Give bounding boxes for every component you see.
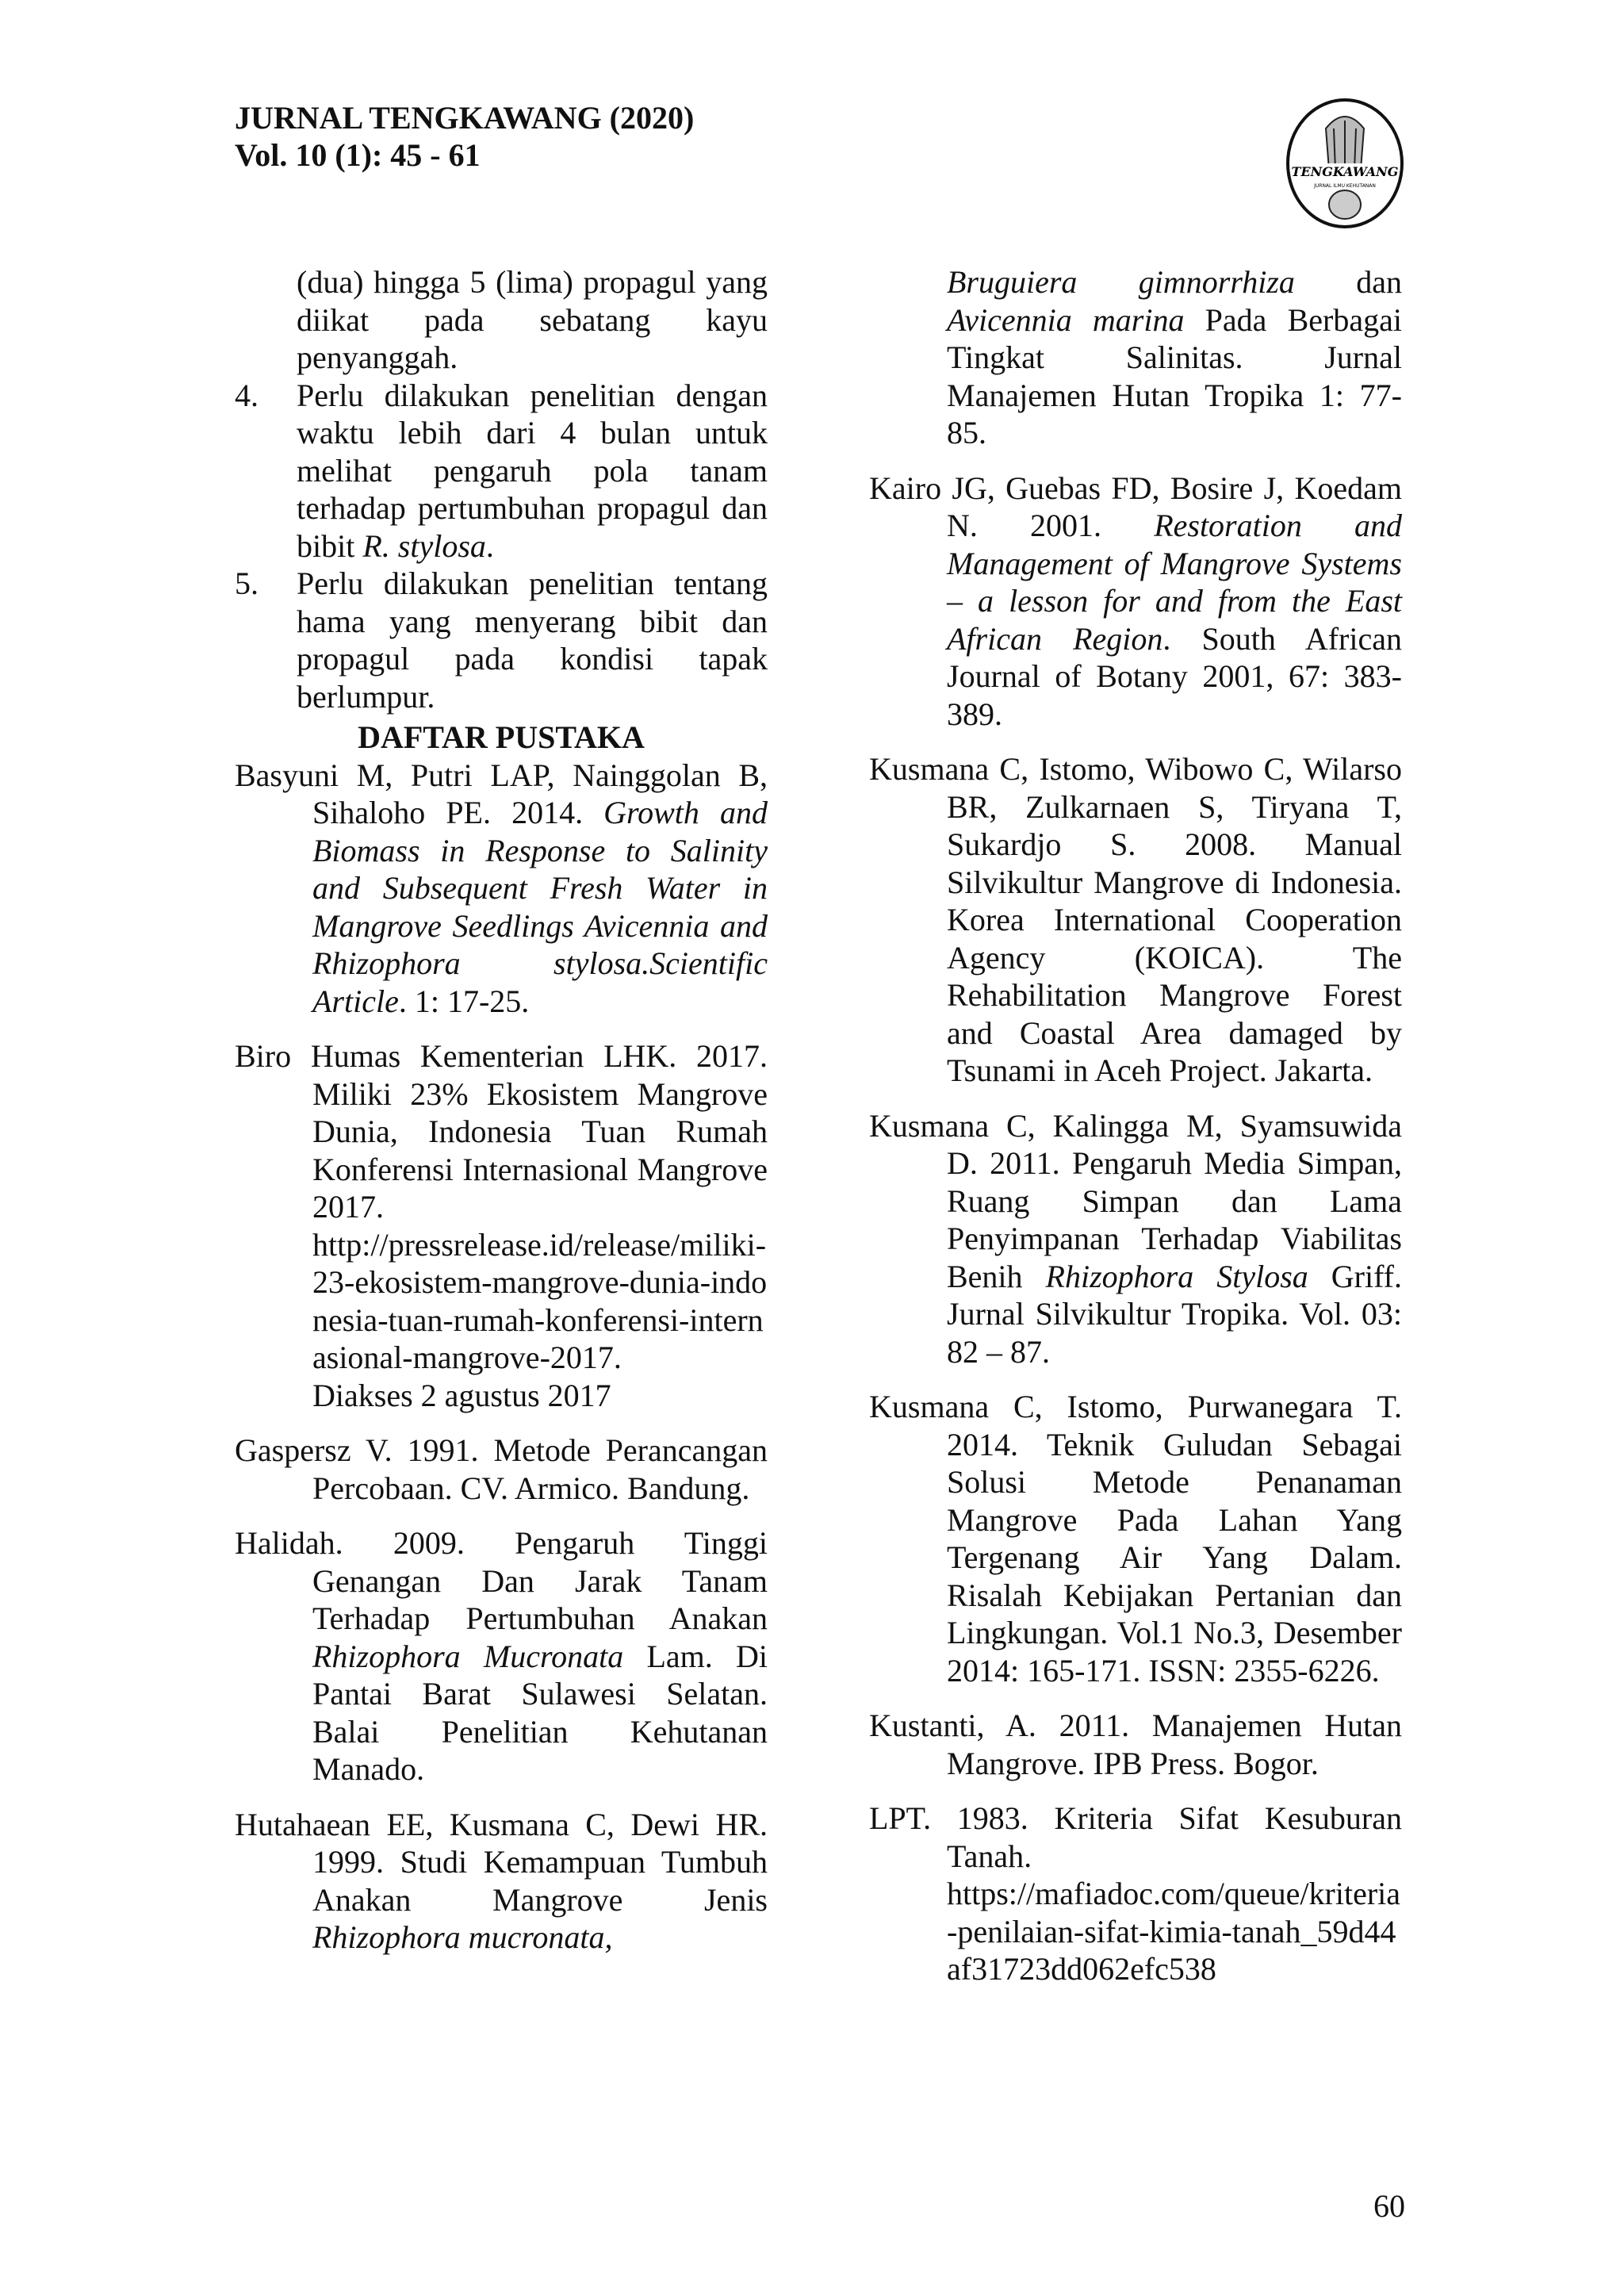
references-heading: DAFTAR PUSTAKA [358, 719, 645, 755]
item-number: 4. [235, 377, 259, 413]
journal-volume: Vol. 10 (1): 45 - 61 [235, 137, 481, 173]
reference-entry: LPT. 1983. Kriteria Sifat Kesuburan Tanah. [869, 1800, 1402, 1874]
reference-entry: Gaspersz V. 1991. Metode Perancangan Percobaan. CV. Armico. Bandung. [235, 1432, 768, 1506]
conclusion-continuation: (dua) hingga 5 (lima) propagul yang diikat pada sebatang kayu penyanggah. [297, 264, 768, 375]
item-text: Perlu dilakukan penelitian dengan waktu lebih dari 4 bulan untuk melihat pengaruh pola tanam terhadap pertumbuhan propagul dan bibit [297, 377, 768, 564]
conclusion-item-4: 4. Perlu dilakukan penelitian dengan waktu lebih dari 4 bulan untuk melihat pengaruh pola tanam terhadap pertumbuhan propagul dan bibit R. stylosa. [235, 377, 768, 564]
reference-entry: Kusmana C, Kalingga M, Syamsuwida D. 2011. Pengaruh Media Simpan, Ruang Simpan dan Lama Penyimpanan Terhadap Viabilitas Benih Rhizophora Stylosa Griff. Jurnal Silvikultur Tropika. Vol. 03: 82 – 87. [869, 1107, 1402, 1370]
reference-link[interactable]: http://pressrelease.id/release/miliki-23-ekosistem-mangrove-dunia-indonesia-tuan-rumah-konferensi-internasional-mangrove-2017. [312, 1226, 768, 1375]
reference-continuation: Bruguiera gimnorrhiza dan Avicennia marina Pada Berbagai Tingkat Salinitas. Jurnal Manajemen Hutan Tropika 1: 77-85. [947, 264, 1402, 450]
journal-title: JURNAL TENGKAWANG (2020) [235, 100, 695, 136]
item-text: Perlu dilakukan penelitian tentang hama yang menyerang bibit dan propagul pada kondisi tapak berlumpur. [297, 565, 768, 715]
reference-link[interactable]: https://mafiadoc.com/queue/kriteria-penilaian-sifat-kimia-tanah_59d44af31723dd062efc538 [947, 1876, 1401, 1987]
page-number: 60 [1373, 2188, 1405, 2224]
reference-entry: Halidah. 2009. Pengaruh Tinggi Genangan Dan Jarak Tanam Terhadap Pertumbuhan Anakan Rhizophora Mucronata Lam. Di Pantai Barat Sulawesi Selatan. Balai Penelitian Kehutanan Manado. [235, 1525, 768, 1787]
conclusion-item-5 [235, 565, 768, 715]
item-number: 5. [235, 565, 259, 601]
reference-entry: Kairo JG, Guebas FD, Bosire J, Koedam N. 2001. Restoration and Management of Mangrove Systems – a lesson for and from the East African Region. South African Journal of Botany 2001, 67: 383-389. [869, 470, 1402, 732]
logo-text: TENGKAWANG [1291, 164, 1399, 179]
left-column [235, 263, 768, 1974]
reference-entry: Basyuni M, Putri LAP, Nainggolan B, Sihaloho PE. 2014. Growth and Biomass in Response to Salinity and Subsequent Fresh Water in Mangrove Seedlings Avicennia and Rhizophora stylosa.Scientific Article. 1: 17-25. [235, 757, 768, 1019]
reference-entry: Biro Humas Kementerian LHK. 2017. Miliki 23% Ekosistem Mangrove Dunia, Indonesia Tuan Rumah Konferensi Internasional Mangrove 2017. [235, 1038, 768, 1225]
journal-header [235, 99, 694, 174]
reference-entry: Hutahaean EE, Kusmana C, Dewi HR. 1999. Studi Kemampuan Tumbuh Anakan Mangrove Jenis Rhizophora mucronata, [235, 1806, 768, 1955]
journal-logo [1285, 97, 1405, 230]
logo-subtext: JURNAL ILMU KEHUTANAN [1314, 183, 1376, 189]
reference-entry: Kustanti, A. 2011. Manajemen Hutan Mangrove. IPB Press. Bogor. [869, 1708, 1402, 1781]
reference-entry: Kusmana C, Istomo, Purwanegara T. 2014. Teknik Guludan Sebagai Solusi Metode Penanaman Mangrove Pada Lahan Yang Tergenang Air Yang Dalam. Risalah Kebijakan Pertanian dan Lingkungan. Vol.1 No.3, Desember 2014: 165-171. ISSN: 2355-6226. [869, 1389, 1402, 1688]
reference-access-date: Diakses 2 agustus 2017 [312, 1377, 611, 1413]
reference-entry: Kusmana C, Istomo, Wibowo C, Wilarso BR, Zulkarnaen S, Tiryana T, Sukardjo S. 2008. Manual Silvikultur Mangrove di Indonesia. Korea International Cooperation Agency (KOICA). The Rehabilitation Mangrove Forest and Coastal Area damaged by Tsunami in Aceh Project. Jakarta. [869, 751, 1402, 1088]
right-column [869, 263, 1402, 2006]
species-name: R. stylosa [362, 527, 486, 564]
